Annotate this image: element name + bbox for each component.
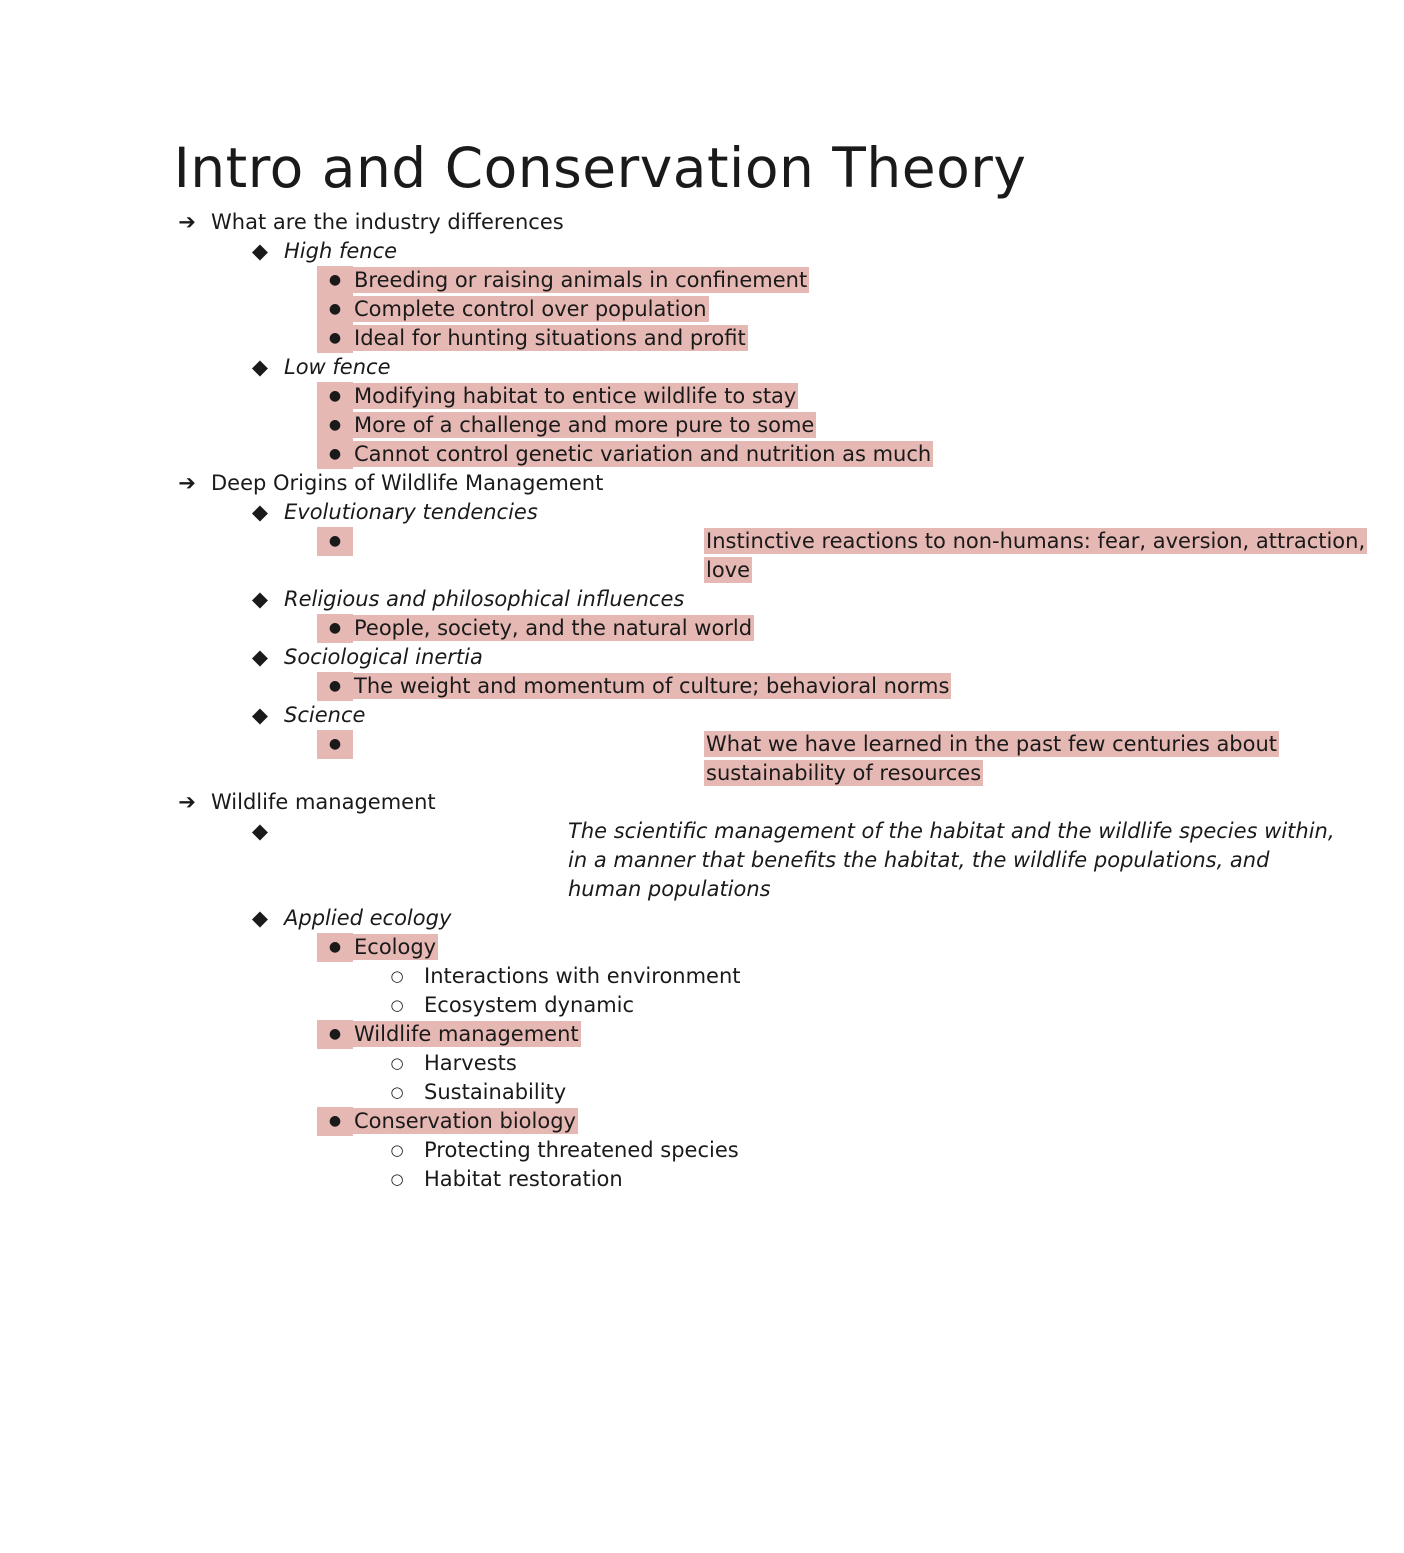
circle-icon: ○ bbox=[390, 1083, 404, 1101]
diamond-icon: ◆ bbox=[251, 819, 269, 843]
section-heading: Wildlife management bbox=[211, 790, 436, 814]
list-item bbox=[0, 1136, 1200, 1165]
list-item bbox=[0, 353, 1200, 382]
list-item bbox=[0, 701, 1200, 730]
list-item-text: Harvests bbox=[424, 1051, 517, 1075]
list-item bbox=[0, 1165, 1200, 1194]
subheading: Religious and philosophical influences bbox=[284, 587, 685, 611]
list-item bbox=[0, 991, 1200, 1020]
diamond-icon: ◆ bbox=[251, 587, 269, 611]
arrow-icon: ➔ bbox=[178, 210, 196, 234]
highlighted-text: What we have learned in the past few centuries about sustainability of resources bbox=[706, 732, 1278, 785]
list-item bbox=[0, 933, 1200, 962]
arrow-icon: ➔ bbox=[178, 471, 196, 495]
highlighted-text: More of a challenge and more pure to some bbox=[354, 413, 815, 437]
dot-icon: ● bbox=[317, 1107, 353, 1136]
list-item bbox=[0, 1078, 1200, 1107]
highlighted-text: The weight and momentum of culture; behavioral norms bbox=[354, 674, 950, 698]
list-item bbox=[0, 440, 1200, 469]
list-item bbox=[0, 266, 1200, 295]
list-item bbox=[0, 585, 1200, 614]
list-item bbox=[0, 498, 1200, 527]
dot-icon: ● bbox=[317, 324, 353, 353]
diamond-icon: ◆ bbox=[251, 645, 269, 669]
outline bbox=[0, 208, 1366, 1194]
list-item bbox=[0, 208, 1200, 237]
highlighted-text: Breeding or raising animals in confinement bbox=[354, 268, 808, 292]
dot-icon: ● bbox=[317, 382, 353, 411]
dot-icon: ● bbox=[317, 933, 353, 962]
arrow-icon: ➔ bbox=[178, 790, 196, 814]
highlighted-text: Modifying habitat to entice wildlife to stay bbox=[354, 384, 797, 408]
subheading: High fence bbox=[284, 239, 398, 263]
diamond-icon: ◆ bbox=[251, 239, 269, 263]
list-item bbox=[0, 643, 1200, 672]
highlighted-text: Ecology bbox=[354, 935, 437, 959]
diamond-icon: ◆ bbox=[251, 355, 269, 379]
list-item-text: Protecting threatened species bbox=[424, 1138, 739, 1162]
list-item bbox=[0, 527, 1366, 585]
dot-icon: ● bbox=[317, 1020, 353, 1049]
circle-icon: ○ bbox=[390, 1054, 404, 1072]
list-item-text: Sustainability bbox=[424, 1080, 567, 1104]
list-item bbox=[0, 817, 1335, 904]
dot-icon: ● bbox=[317, 614, 353, 643]
circle-icon: ○ bbox=[390, 996, 404, 1014]
highlighted-text: Wildlife management bbox=[354, 1022, 579, 1046]
dot-icon: ● bbox=[317, 672, 353, 701]
highlighted-text: Complete control over population bbox=[354, 297, 707, 321]
list-item bbox=[0, 324, 1200, 353]
page-title: Intro and Conservation Theory bbox=[173, 136, 1027, 200]
dot-icon: ● bbox=[317, 527, 353, 556]
subheading: Evolutionary tendencies bbox=[284, 500, 538, 524]
list-item-text: Habitat restoration bbox=[424, 1167, 623, 1191]
list-item bbox=[0, 904, 1200, 933]
section-heading: What are the industry differences bbox=[211, 210, 564, 234]
list-item bbox=[0, 469, 1200, 498]
list-item bbox=[0, 237, 1200, 266]
list-item bbox=[0, 788, 1200, 817]
dot-icon: ● bbox=[317, 411, 353, 440]
diamond-icon: ◆ bbox=[251, 500, 269, 524]
subheading: Applied ecology bbox=[284, 906, 452, 930]
list-item bbox=[0, 382, 1200, 411]
highlighted-text: Ideal for hunting situations and profit bbox=[354, 326, 746, 350]
list-item bbox=[0, 1049, 1200, 1078]
list-item-text: Interactions with environment bbox=[424, 964, 741, 988]
dot-icon: ● bbox=[317, 440, 353, 469]
highlighted-text: Cannot control genetic variation and nutrition as much bbox=[354, 442, 932, 466]
circle-icon: ○ bbox=[390, 967, 404, 985]
highlighted-text: Instinctive reactions to non-humans: fear, aversion, attraction, love bbox=[706, 529, 1366, 582]
list-item bbox=[0, 614, 1200, 643]
subheading: Low fence bbox=[284, 355, 391, 379]
dot-icon: ● bbox=[317, 266, 353, 295]
diamond-icon: ◆ bbox=[251, 703, 269, 727]
diamond-icon: ◆ bbox=[251, 906, 269, 930]
circle-icon: ○ bbox=[390, 1141, 404, 1159]
list-item-text: Ecosystem dynamic bbox=[424, 993, 635, 1017]
section-heading: Deep Origins of Wildlife Management bbox=[211, 471, 604, 495]
list-item bbox=[0, 295, 1200, 324]
dot-icon: ● bbox=[317, 730, 353, 759]
list-item bbox=[0, 411, 1200, 440]
subheading: Sociological inertia bbox=[284, 645, 483, 669]
circle-icon: ○ bbox=[390, 1170, 404, 1188]
subheading: Science bbox=[284, 703, 366, 727]
list-item bbox=[0, 962, 1200, 991]
dot-icon: ● bbox=[317, 295, 353, 324]
list-item bbox=[0, 1020, 1200, 1049]
highlighted-text: People, society, and the natural world bbox=[354, 616, 753, 640]
list-item bbox=[0, 672, 1200, 701]
definition-text: The scientific management of the habitat and the wildlife species within, in a manner that benefits the habitat, the wildlife populations, and human populations bbox=[568, 819, 1335, 901]
list-item bbox=[0, 730, 1278, 788]
highlighted-text: Conservation biology bbox=[354, 1109, 576, 1133]
list-item bbox=[0, 1107, 1200, 1136]
